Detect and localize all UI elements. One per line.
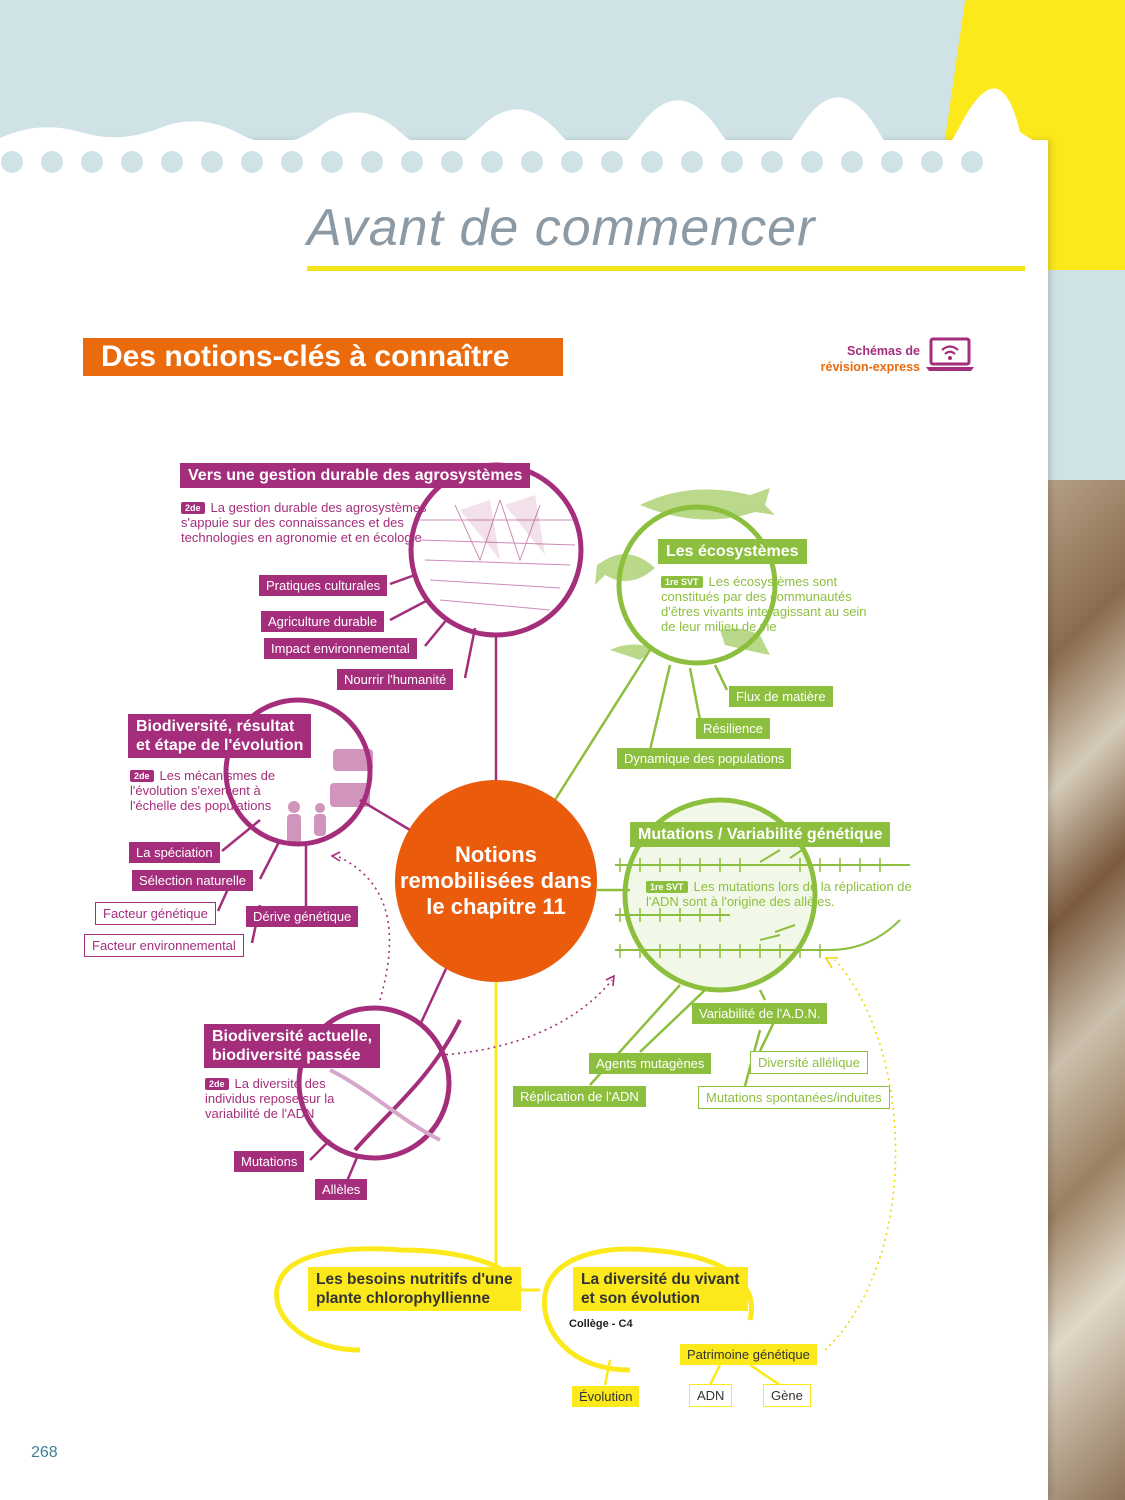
evo-title-line1: Biodiversité, résultat — [136, 718, 295, 735]
bio-badge: 2de — [205, 1078, 229, 1090]
diversite-item-evolution: Évolution — [572, 1386, 639, 1407]
mut-item-variabilite: Variabilité de l'A.D.N. — [692, 1003, 827, 1024]
agro-description — [181, 500, 461, 545]
eco-item-resilience: Résilience — [696, 718, 770, 739]
eco-text: Les écosystèmes sont constitués par des communautés d'êtres vivants interagissant au sein de leur milieu de vie — [661, 574, 867, 634]
eco-badge: 1re SVT — [661, 576, 703, 588]
agro-text: La gestion durable des agrosystèmes s'appuie sur des connaissances et des technologies en agronomie et en écologie — [181, 500, 427, 545]
revision-label-line1: Schémas de — [847, 344, 920, 358]
besoins-title — [308, 1267, 521, 1311]
evo-item-facteur-environnemental: Facteur environnemental — [84, 934, 244, 957]
eco-item-flux: Flux de matière — [729, 686, 833, 707]
page-title: Avant de commencer — [307, 199, 816, 257]
evo-item-selection: Sélection naturelle — [132, 870, 253, 891]
page-number: 268 — [31, 1444, 58, 1461]
mut-description — [646, 879, 926, 909]
diversite-item-gene: Gène — [763, 1384, 811, 1407]
diversite-item-adn: ADN — [689, 1384, 732, 1407]
bio-item-mutations: Mutations — [234, 1151, 304, 1172]
besoins-title-line2: plante chlorophyllienne — [316, 1290, 490, 1307]
evo-text: Les mécanismes de l'évolution s'exercent à l'échelle des populations — [130, 768, 276, 813]
diversite-title-line1: La diversité du vivant — [581, 1271, 740, 1288]
diversite-item-patrimoine: Patrimoine génétique — [680, 1344, 817, 1365]
bio-title-line2: biodiversité passée — [212, 1047, 361, 1064]
mut-item-mutations-spontanees: Mutations spontanées/induites — [698, 1086, 890, 1109]
diversite-title-line2: et son évolution — [581, 1290, 700, 1307]
section-banner: Des notions-clés à connaître — [83, 338, 563, 376]
mut-badge: 1re SVT — [646, 881, 688, 893]
diversite-level: Collège - C4 — [569, 1318, 633, 1330]
bio-text: La diversité des individus repose sur la variabilité de l'ADN — [205, 1076, 335, 1121]
bio-title — [204, 1024, 380, 1068]
mut-title: Mutations / Variabilité génétique — [630, 822, 890, 847]
bio-item-alleles: Allèles — [315, 1179, 367, 1200]
evo-title — [128, 714, 311, 758]
bio-description — [205, 1076, 345, 1121]
besoins-title-line1: Les besoins nutritifs d'une — [316, 1271, 513, 1288]
evo-item-speciation: La spéciation — [129, 842, 220, 863]
eco-description — [661, 574, 876, 634]
mut-item-replication: Réplication de l'ADN — [513, 1086, 646, 1107]
eco-item-dynamique: Dynamique des populations — [617, 748, 791, 769]
agro-title: Vers une gestion durable des agrosystèmes — [180, 463, 530, 488]
central-node: Notions remobilisées dans le chapitre 11 — [395, 780, 597, 982]
revision-label-line2: révision-express — [820, 360, 920, 374]
evo-description — [130, 768, 290, 813]
evo-title-line2: et étape de l'évolution — [136, 737, 304, 754]
agro-item-agriculture: Agriculture durable — [261, 611, 384, 632]
agro-item-nourrir: Nourrir l'humanité — [337, 669, 453, 690]
bio-title-line1: Biodiversité actuelle, — [212, 1028, 373, 1045]
agro-badge: 2de — [181, 502, 205, 514]
evo-item-facteur-genetique: Facteur génétique — [95, 902, 216, 925]
mut-text: Les mutations lors de la réplication de l'ADN sont à l'origine des allèles. — [646, 879, 912, 909]
agro-item-impact: Impact environnemental — [264, 638, 417, 659]
mut-item-diversite-allelique: Diversité allélique — [750, 1051, 868, 1074]
eco-title: Les écosystèmes — [658, 539, 807, 564]
mut-item-agents: Agents mutagènes — [589, 1053, 711, 1074]
evo-badge: 2de — [130, 770, 154, 782]
evo-item-derive: Dérive génétique — [246, 906, 358, 927]
diversite-title — [573, 1267, 748, 1311]
agro-item-pratiques: Pratiques culturales — [259, 575, 387, 596]
